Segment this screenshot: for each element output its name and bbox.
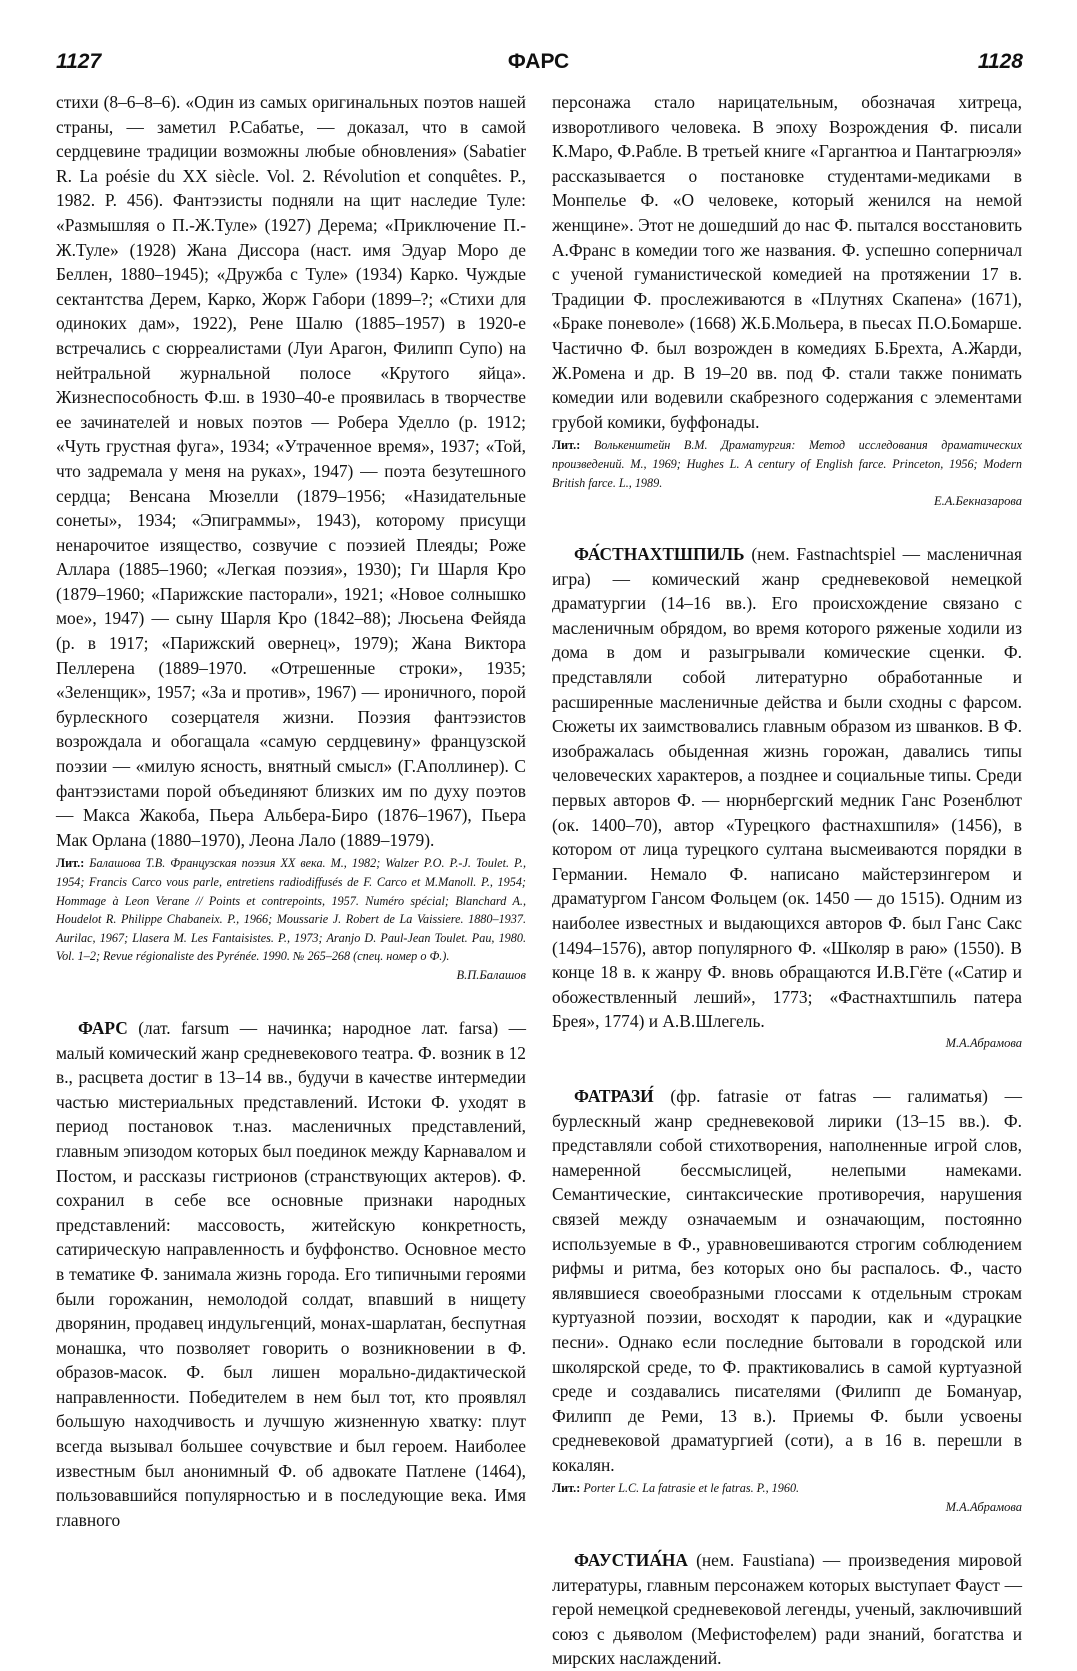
headword-fatrazi: ФАТРАЗИ́ xyxy=(574,1085,654,1106)
article-author: Е.А.Бекназарова xyxy=(934,494,1022,509)
literature-text: Porter L.C. La fatrasie et le fatras. P., 1960. xyxy=(583,1481,800,1496)
article-author: М.А.Абрамова xyxy=(945,1500,1022,1515)
literature-text: Балашова Т.В. Французская поэзия XX века. М., 1982; Walzer P.O. P.-J. Toulet. P., 1954; Francis Carco vous parle, entretiens radiodiffusés de F. Carco et M.Manoll. P., 1954; Hommage à Leon Verane // Points et contrepoints, 1957. Numéro spécial; Blanchard A., Houdelot R. Philippe Chabaneix. P., 1966; Moussarie J. Robert de La Vaissiere. 1880–1937. Aurilac, 1967; Llasera M. Les Fantaisistes. P., 1973; Aranjo D. Paul-Jean Toulet. Pau, 1980. Vol. 1–2; Revue régionaliste des Pyrénée. 1990. № 265–268 (спец. номер о Ф.). xyxy=(56,856,526,964)
article-author: М.А.Абрамова xyxy=(945,1035,1022,1050)
literature-label: Лит.: xyxy=(552,438,581,453)
running-title: ФАРС xyxy=(507,50,570,73)
headword-faustiana: ФАУСТИА́НА xyxy=(574,1550,688,1571)
headword-fastnachtspiel: ФА́СТНАХТШПИЛЬ xyxy=(574,544,745,565)
fars-literature xyxy=(552,436,1022,510)
page-header xyxy=(48,50,1029,84)
entry-fars-text: (лат. farsum — начинка; народное лат. farsa) — малый комический жанр средневекового театра. Ф. возник в 12 в., расцвета достиг в 13–14 вв., будучи в качестве интермедии частью мистериальных представлений. Истоки Ф. уходят в период постановок т.наз. масленичных представлений, главным эпизодом которых был поединок между Карнавалом и Постом, и рассказы гистрионов (странствующих актеров). Ф. сохранил в себе все основные признаки народных представлений: массовость, житейскую конкретность, сатирическую направленность и буффонство. Основное место в тематике Ф. занимала жизнь города. Его типичными героями были горожанин, немолодой солдат, впавший в нищету дворянин, продавец индульгенций, монах-шарлатан, беспутная монашка, что позволяет говорить о возникновении в Ф. образов-масок. Ф. был лишен морально-дидактической направленности. Победителем в нем был тот, кто проявлял большую находчивость и лучшую жизненную хватку: плут всегда вызывал большее сочувствие и был героем. Наиболее известным был анонимный Ф. об адвокате Патлене (1464), пользовавшийся популярностью и в последующие века. Имя главного xyxy=(56,1017,526,1530)
article-author: В.П.Балашов xyxy=(456,967,526,982)
entry-fastnachtspiel-text: (нем. Fastnachtspiel — масленичная игра) — комический жанр средневековой немецкой драматургии (14–16 вв.). Его происхождение связано с масленичным обрядом, во время которого ряженые ходили из дома в дом и разыгрывали комические сценки. Ф. представляли собой литературно обработанные и расширенные масленичные действа и были сходны с фарсом. Сюжеты их заимствовались главным образом из шванков. В Ф. изображалась обыденная жизнь горожан, давались типы человеческих характеров, а позднее и социальные типы. Среди первых авторов Ф. — нюрнбергский медник Ганс Розенблют (ок. 1400–70), автор «Турецкого фастнахшпиля» (1456), в котором от лица турецкого султана высмеиваются порядки в Германии. Немало Ф. написано майстерзингером и драматургом Гансом Фольцем (ок. 1450 — до 1515). Одним из наиболее известных и выдающихся авторов Ф. был Ганс Сакс (1494–1576), автор популярного Ф. «Школяр в раю» (1550). В конце 18 в. к жанру Ф. вновь обращаются И.В.Гёте («Сатир и обожествленный леший», 1773; «Фастнахтшпиль патера Брея», 1774) и А.В.Шлегель. xyxy=(552,544,1022,1032)
right-column xyxy=(552,90,1022,1671)
fantaisisme-literature xyxy=(56,854,526,984)
fatrazi-literature xyxy=(552,1479,1022,1516)
left-page-number: 1127 xyxy=(56,50,102,73)
literature-label: Лит.: xyxy=(56,856,85,871)
literature-label: Лит.: xyxy=(552,1481,581,1496)
entry-fatrazi xyxy=(552,1084,1022,1478)
fantaisisme-continuation: стихи (8–6–8–6). «Один из самых оригинальных поэтов нашей страны, — заметил Р.Сабатье, — доказал, что в самой сердцевине традиции возможны любые обновления» (Sabatier R. La poésie du XX siècle. Vol. 2. Révolution et conquêtes. P., 1982. P. 456). Фантэзисты подняли на щит наследие Туле: «Размышляя о П.-Ж.Туле» (1927) Дерема; «Приключение П.-Ж.Туле» (1928) Жана Диссора (наст. имя Эдуар Моро де Беллен, 1880–1945); «Дружба с Туле» (1934) Карко. Чуждые сектантства Дерем, Карко, Жорж Габори (1899–?; «Стихи для одиноких дам», 1922), Рене Шалю (1885–1957) в 1920-е встречались с сюрреалистами (Луи Арагон, Филипп Супо) на нейтральной журнальной полосе «Крутого яйца». Жизнеспособность Ф.ш. в 1930–40-е проявилась в творчестве ее зачинателей и новых поэтов — Робера Уделло (р. 1912; «Чуть грустная фуга», 1934; «Утраченное время», 1937; «Той, что задремала у меня на руках», 1947) — поэта безутешного сердца; Венсана Мюзелли (1879–1956; «Назидательные сонеты», 1934; «Эпиграммы», 1943), которому присущи ненарочитое изящество, созвучие с поэзией Плеяды; Роже Аллара (1885–1960; «Легкая поэзия», 1930); Ги Шарля Кро (1879–1960; «Парижские пасторали», 1921; «Новое солнышко мое», 1947) — сыну Шарля Кро (1842–88); Люсьена Фейяда (р. в 1917; «Парижский овернец», 1979); Жана Виктора Пеллерена (1889–1970. «Отрешенные строки», 1935; «Зеленщик», 1957; «За и против», 1967) — ироничного, порой бурлескного созерцателя жизни. Поэзия фантэзистов возрождала и обогащала «самую сердцевину» французской поэзии — «милую ясность, внятный смысл» (Г.Аполлинер). С фантэзистами порой объединяют близких им по духу поэтов — Макса Жакоба, Пьера Альбера-Биро (1876–1967), Пьера Мак Орлана (1880–1970), Леона Лало (1889–1979). xyxy=(56,92,526,850)
right-page-number: 1128 xyxy=(977,50,1023,73)
entry-fars xyxy=(56,1016,526,1532)
literature-text: Волькенштейн В.М. Драматургия: Метод исследования драматических произведений. М., 1969; Hughes L. A century of English farce. Princeton, 1956; Modern British farce. L., 1989. xyxy=(552,438,1022,490)
fars-continuation: персонажа стало нарицательным, обозначая хитреца, изворотливого человека. В эпоху Возрождения Ф. писали К.Маро, Ф.Рабле. В третьей книге «Гаргантюа и Пантагрюэля» рассказывается о постановке студентами-медиками в Монпелье Ф. «О человеке, который женился на немой женщине». Этот не дошедший до нас Ф. пытался восстановить А.Франс в комедии того же названия. Ф. успешно соперничал с ученой гуманистической комедией на протяжении 17 в. Традиции Ф. прослеживаются в «Плутнях Скапена» (1671), «Браке поневоле» (1668) Ж.Б.Мольера, в пьесах П.О.Бомарше. Частично Ф. был возрожден в комедиях Б.Брехта, А.Жарди, Ж.Ромена и др. В 19–20 вв. под Ф. стали также понимать комедии или водевили скабрезного содержания с элементами грубой комики, буффонады. xyxy=(552,92,1022,432)
left-column xyxy=(56,90,526,1532)
headword-fars: ФАРС xyxy=(78,1017,128,1038)
entry-faustiana-text: (нем. Faustiana) — произведения мировой литературы, главным персонажем которых выступает Фауст — герой немецкой средневековой легенды, ученый, заключивший союз с дьяволом (Мефистофелем) ради знаний, богатства и мирских наслаждений. xyxy=(552,1550,1022,1669)
entry-fastnachtspiel xyxy=(552,542,1022,1052)
entry-faustiana xyxy=(552,1548,1022,1671)
entry-fatrazi-text: (фр. fatrasie от fatras — галиматья) — бурлескный жанр средневековой лирики (13–15 вв.). Ф. представляли собой стихотворения, наполненные игрой слов, намеренной бессмыслицей, нелепыми намеками. Семантические, синтаксические противоречия, нарушения связей между означаемым и означающим, постоянно используемые в Ф., уравновешиваются строгим соблюдением рифмы и ритма, без которых оно бы распалось. Ф., часто являвшиеся своеобразными глоссами к отдельным строкам куртуазной поэзии, восходят к пародии, как и «дурацкие песни». Однако если последние бытовали в городской или школярской среде, то Ф. практиковались в самой куртуазной среде и создавались писателями (Филипп де Бомануар, Филипп де Реми, 13 в.). Приемы Ф. были усвоены средневековой драматургией (соти), а в 16 в. перешли в кокалян. xyxy=(552,1085,1022,1475)
